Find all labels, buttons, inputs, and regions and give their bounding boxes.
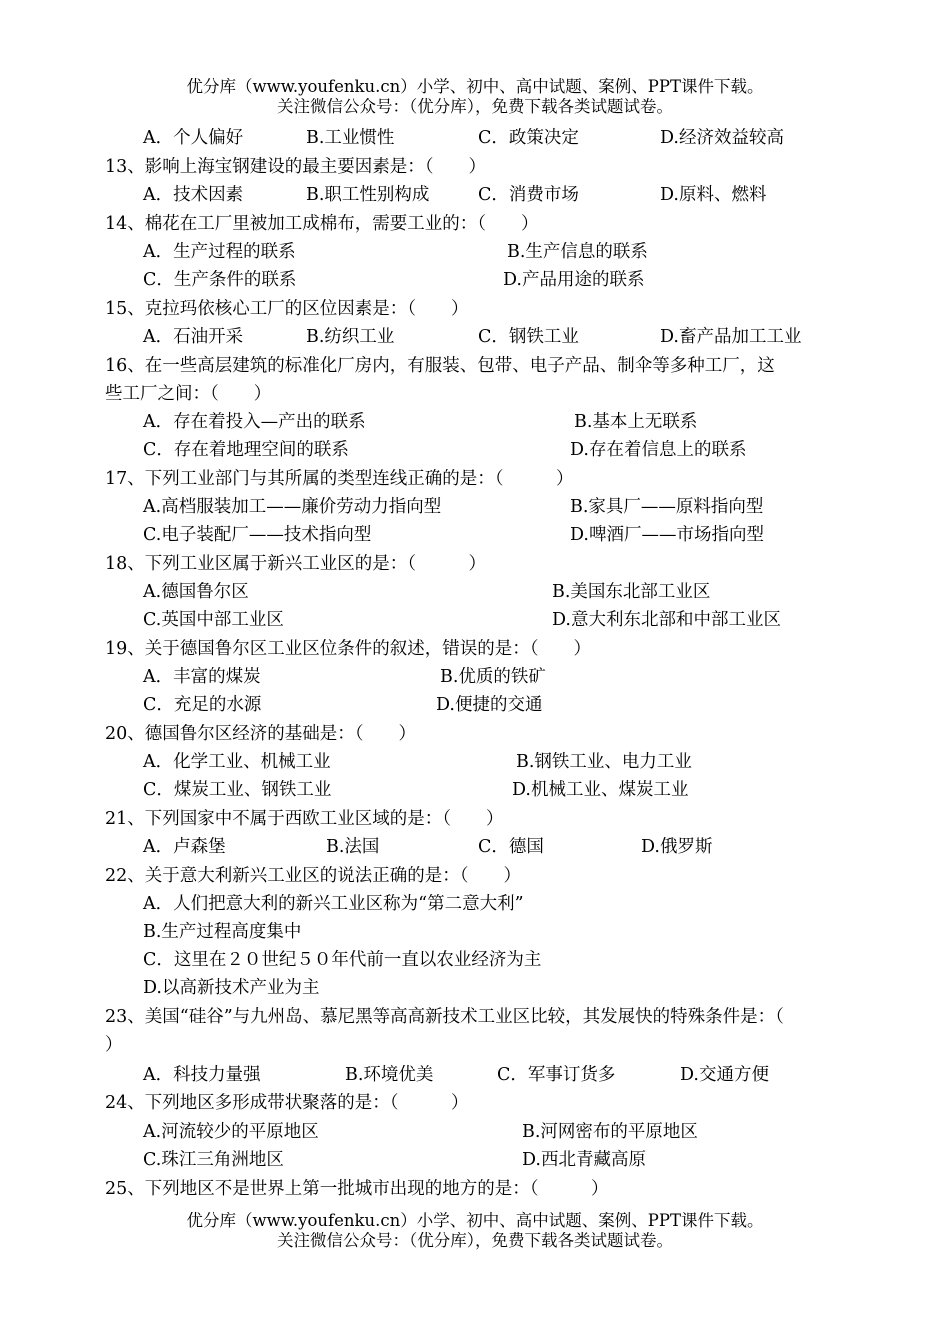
q15-stem: 15、克拉玛依核心工厂的区位因素是：（ ）	[105, 299, 469, 319]
q16-option-c: C．存在着地理空间的联系	[143, 440, 349, 460]
q25-stem: 25、下列地区不是世界上第一批城市出现的地方的是：（ ）	[105, 1179, 609, 1199]
q14-stem: 14、棉花在工厂里被加工成棉布，需要工业的：（ ）	[105, 214, 539, 234]
q21-option-a: A．卢森堡	[143, 837, 226, 857]
q17-stem: 17、下列工业部门与其所属的类型连线正确的是：（ ）	[105, 469, 574, 489]
q12-option-c: C．政策决定	[478, 128, 579, 148]
q19-option-c: C．充足的水源	[143, 695, 262, 715]
q16-option-d: D.存在着信息上的联系	[570, 440, 747, 460]
footer-line-1: 优分库（www.youfenku.cn）小学、初中、高中试题、案例、PPT课件下载。	[186, 1211, 764, 1230]
q20-option-c: C．煤炭工业、钢铁工业	[143, 780, 332, 800]
q19-option-d: D.便捷的交通	[436, 695, 543, 715]
q12-option-b: B.工业惯性	[306, 128, 395, 148]
q24-option-d: D.西北青藏高原	[522, 1150, 646, 1170]
q23-option-d: D.交通方便	[680, 1065, 769, 1085]
q20-option-b: B.钢铁工业、电力工业	[516, 752, 692, 772]
q24-stem: 24、下列地区多形成带状聚落的是：（ ）	[105, 1093, 469, 1113]
q23-option-c: C．军事订货多	[497, 1065, 616, 1085]
q15-option-a: A．石油开采	[143, 327, 244, 347]
q16-stem-line-1: 16、在一些高层建筑的标准化厂房内，有服装、包带、电子产品、制伞等多种工厂，这	[105, 356, 775, 376]
q21-option-d: D.俄罗斯	[641, 837, 713, 857]
q14-option-c: C．生产条件的联系	[143, 270, 297, 290]
q16-option-a: A．存在着投入—产出的联系	[143, 412, 366, 432]
q23-stem-line-1: 23、美国“硅谷”与九州岛、慕尼黑等高高新技术工业区比较，其发展快的特殊条件是：（	[105, 1007, 784, 1027]
q14-option-d: D.产品用途的联系	[503, 270, 645, 290]
q20-option-d: D.机械工业、煤炭工业	[512, 780, 689, 800]
q15-option-d: D.畜产品加工工业	[660, 327, 802, 347]
q19-stem: 19、关于德国鲁尔区工业区位条件的叙述，错误的是：（ ）	[105, 639, 592, 659]
q14-option-a: A．生产过程的联系	[143, 242, 296, 262]
q22-option-a: A．人们把意大利的新兴工业区称为“第二意大利”	[143, 894, 524, 914]
q24-option-c: C.珠江三角洲地区	[143, 1150, 284, 1170]
q15-option-b: B.纺织工业	[306, 327, 395, 347]
q16-option-b: B.基本上无联系	[574, 412, 698, 432]
q18-stem: 18、下列工业区属于新兴工业区的是：（ ）	[105, 554, 487, 574]
q17-option-a: A.高档服装加工——廉价劳动力指向型	[143, 497, 442, 517]
q15-option-c: C．钢铁工业	[478, 327, 579, 347]
q22-option-d: D.以高新技术产业为主	[143, 978, 320, 998]
q16-stem-line-2: 些工厂之间：（ ）	[105, 384, 272, 404]
q13-option-b: B.职工性别构成	[306, 185, 430, 205]
q22-stem: 22、关于意大利新兴工业区的说法正确的是：（ ）	[105, 866, 522, 886]
q21-option-c: C．德国	[478, 837, 544, 857]
q13-option-c: C．消费市场	[478, 185, 579, 205]
q23-option-a: A．科技力量强	[143, 1065, 261, 1085]
q24-option-a: A.河流较少的平原地区	[143, 1122, 319, 1142]
q22-option-b: B.生产过程高度集中	[143, 922, 302, 942]
footer-line-2: 关注微信公众号：（优分库），免费下载各类试题试卷。	[277, 1231, 673, 1250]
q19-option-a: A．丰富的煤炭	[143, 667, 261, 687]
q17-option-d: D.啤酒厂——市场指向型	[570, 525, 764, 545]
q21-stem: 21、下列国家中不属于西欧工业区域的是：（ ）	[105, 809, 504, 829]
header-line-2: 关注微信公众号：（优分库），免费下载各类试题试卷。	[277, 97, 673, 116]
q23-option-b: B.环境优美	[345, 1065, 434, 1085]
q13-option-a: A．技术因素	[143, 185, 244, 205]
q18-option-c: C.英国中部工业区	[143, 610, 284, 630]
q18-option-d: D.意大利东北部和中部工业区	[552, 610, 781, 630]
q20-stem: 20、德国鲁尔区经济的基础是：（ ）	[105, 724, 417, 744]
q24-option-b: B.河网密布的平原地区	[522, 1122, 698, 1142]
q13-option-d: D.原料、燃料	[660, 185, 767, 205]
q19-option-b: B.优质的铁矿	[440, 667, 546, 687]
q18-option-a: A.德国鲁尔区	[143, 582, 249, 602]
q14-option-b: B.生产信息的联系	[507, 242, 648, 262]
q17-option-c: C.电子装配厂——技术指向型	[143, 525, 372, 545]
q13-stem: 13、影响上海宝钢建设的最主要因素是：（ ）	[105, 157, 487, 177]
q12-option-a: A．个人偏好	[143, 128, 244, 148]
q23-stem-line-2: ）	[105, 1035, 123, 1055]
q22-option-c: C．这里在２０世纪５０年代前一直以农业经济为主	[143, 950, 542, 970]
q17-option-b: B.家具厂——原料指向型	[570, 497, 764, 517]
q21-option-b: B.法国	[326, 837, 380, 857]
q20-option-a: A．化学工业、机械工业	[143, 752, 331, 772]
q12-option-d: D.经济效益较高	[660, 128, 784, 148]
header-line-1: 优分库（www.youfenku.cn）小学、初中、高中试题、案例、PPT课件下载。	[186, 77, 764, 96]
q18-option-b: B.美国东北部工业区	[552, 582, 711, 602]
